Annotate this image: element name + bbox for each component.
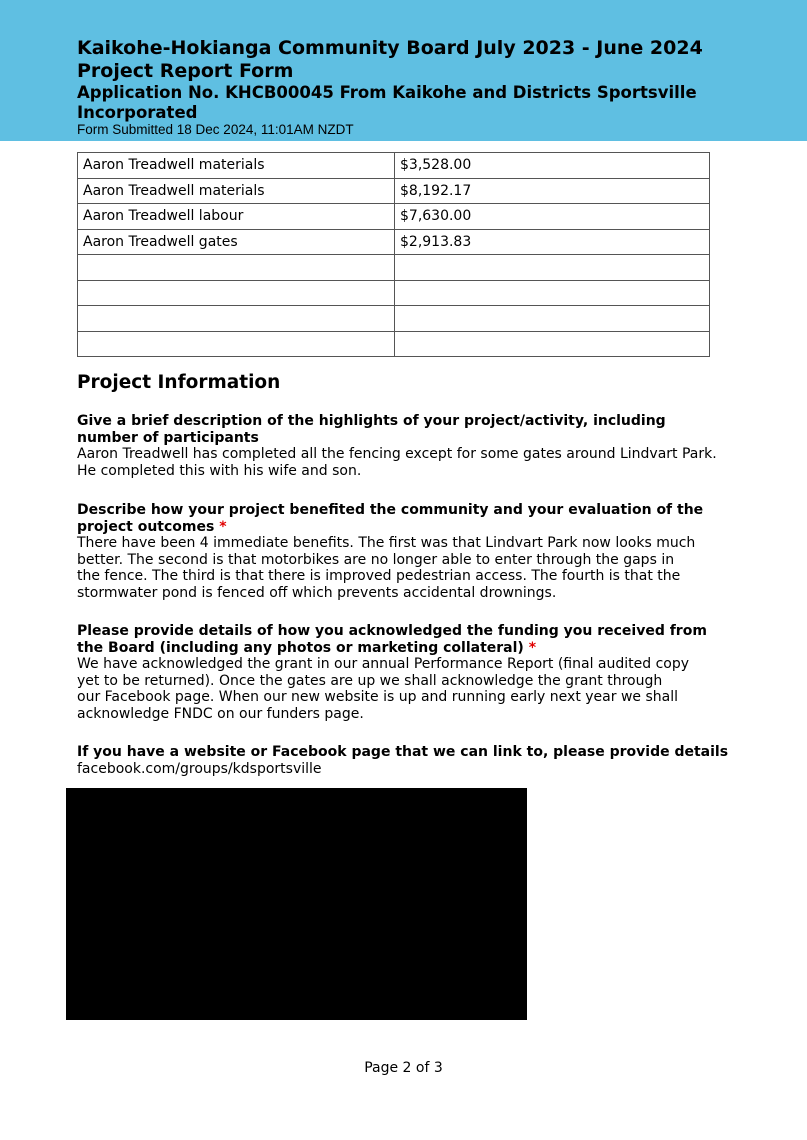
item-amount-cell: $2,913.83: [395, 229, 710, 255]
form-title-line1: Kaikohe-Hokianga Community Board July 2023 - June 2024: [77, 37, 703, 59]
item-description-cell: Aaron Treadwell materials: [78, 178, 395, 204]
item-amount-cell: [395, 331, 710, 357]
table-row: [78, 178, 710, 204]
answer-text: Aaron Treadwell has completed all the fencing except for some gates around Lindvart Park. He completed this with his wife and son.: [77, 446, 717, 479]
item-description-cell: Aaron Treadwell gates: [78, 229, 395, 255]
item-amount-cell: $3,528.00: [395, 153, 710, 179]
form-title: [77, 37, 777, 83]
item-amount-cell: [395, 255, 710, 281]
required-marker: *: [528, 639, 537, 656]
question-label: Give a brief description of the highlights of your project/activity, including number of participants: [77, 413, 666, 446]
item-description-cell: [78, 255, 395, 281]
question-label: Describe how your project benefited the community and your evaluation of the project outcomes *: [77, 502, 704, 535]
table-row: [78, 204, 710, 230]
table-row: [78, 229, 710, 255]
section-title: Project Information: [77, 372, 281, 393]
budget-table: [77, 152, 710, 357]
submitted-timestamp: Form Submitted 18 Dec 2024, 11:01AM NZDT: [77, 122, 354, 137]
item-amount-cell: $7,630.00: [395, 204, 710, 230]
item-description-cell: [78, 331, 395, 357]
item-description-cell: [78, 306, 395, 332]
table-row: [78, 280, 710, 306]
table-row: [78, 306, 710, 332]
answer-text: We have acknowledged the grant in our annual Performance Report (final audited copy yet to be returned). Once the gates are up we shall acknowledge the grant through our Facebook page. When our new website is up and running early next year we shall acknowledge FNDC on our funders page.: [77, 656, 690, 722]
item-description-cell: Aaron Treadwell labour: [78, 204, 395, 230]
form-header: [0, 0, 807, 141]
table-row: [78, 331, 710, 357]
question-block-acknowledgement: [77, 623, 717, 722]
question-block-website: [77, 744, 737, 777]
table-row: [78, 153, 710, 179]
item-amount-cell: [395, 280, 710, 306]
question-block-benefits: [77, 502, 717, 601]
question-label: Please provide details of how you acknowledged the funding you received from the Board (including any photos or marketing collateral) *: [77, 623, 707, 656]
page-number: Page 2 of 3: [364, 1060, 443, 1076]
answer-text: There have been 4 immediate benefits. The first was that Lindvart Park now looks much better. The second is that motorbikes are no longer able to enter through the gaps in the fence. The third is that there is improved pedestrian access. The fourth is that the stormwater pond is fenced off which prevents accidental drownings.: [77, 535, 696, 601]
item-amount-cell: [395, 306, 710, 332]
item-amount-cell: $8,192.17: [395, 178, 710, 204]
table-row: [78, 255, 710, 281]
item-description-cell: [78, 280, 395, 306]
question-label: If you have a website or Facebook page that we can link to, please provide details: [77, 744, 729, 760]
question-block-highlights: [77, 413, 717, 479]
answer-text: facebook.com/groups/kdsportsville: [77, 760, 322, 777]
application-heading: Application No. KHCB00045 From Kaikohe and Districts Sportsville Incorporated: [77, 83, 697, 122]
form-title-line2: Project Report Form: [77, 60, 294, 82]
required-marker: *: [219, 518, 227, 535]
redacted-image: [66, 788, 527, 1020]
item-description-cell: Aaron Treadwell materials: [78, 153, 395, 179]
